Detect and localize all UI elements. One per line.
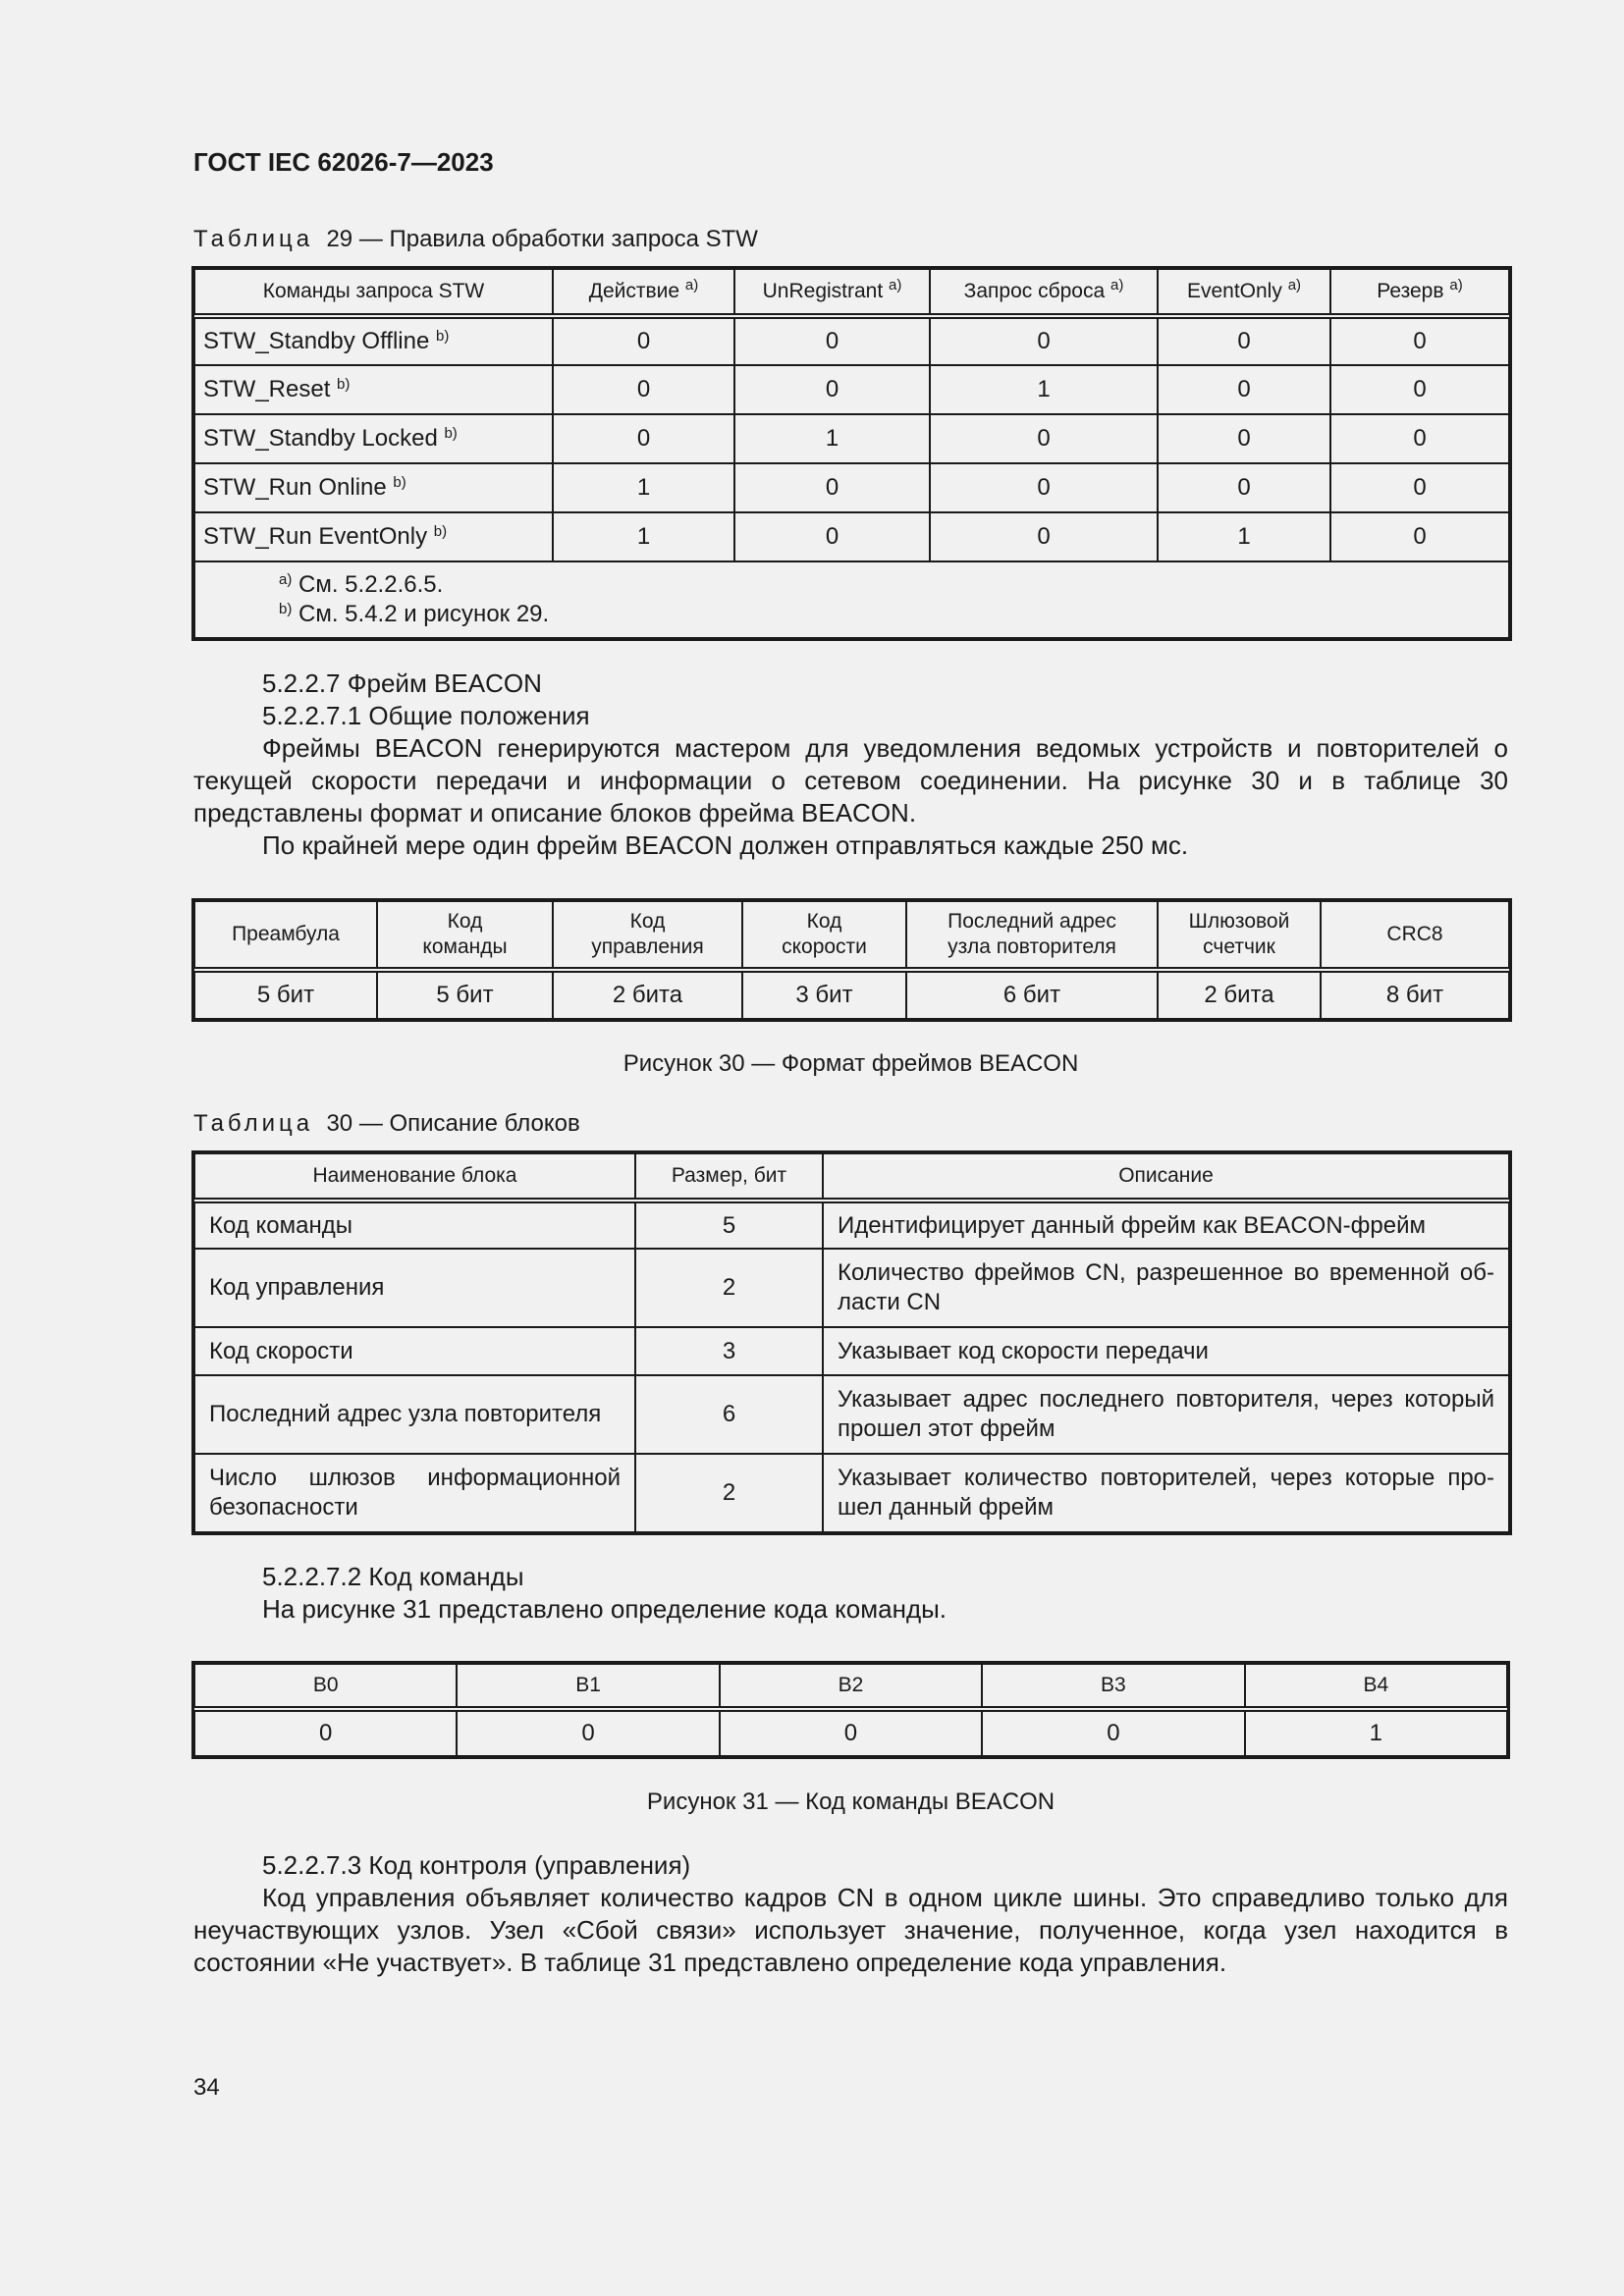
bit-value: 0 — [720, 1709, 982, 1756]
table-cell: 1 — [553, 512, 734, 561]
command-name: STW_Run EventOnly $^{b)}$ — [194, 512, 553, 561]
field-header: Код скорости — [742, 901, 906, 970]
section-heading: 5.2.2.7.1 Общие положения — [262, 701, 590, 730]
table-cell: 0 — [734, 463, 930, 512]
table-cell: 0 — [734, 512, 930, 561]
table-cell: 0 — [1158, 365, 1330, 414]
table-caption-text: 29 — Правила обработки запроса STW — [326, 226, 758, 252]
bit-header: B2 — [720, 1664, 982, 1709]
paragraph: Код управления объявляет количество кадров CN в одном цикле шины. Это справедливо только для неучаствующих узлов. Узел «Сбой связи» использует значение, полученное, когда узел находится в состоянии «Не участвует». В таблице 31 представлено определение кода управления. — [193, 1883, 1508, 1977]
block-size: 6 — [635, 1375, 823, 1454]
table-label: Таблица — [193, 1110, 314, 1137]
table-row — [194, 1454, 1509, 1532]
section-heading: 5.2.2.7.2 Код команды — [262, 1562, 524, 1591]
block-description: Указывает количество повторителей, через которые про-шел данный фрейм — [823, 1454, 1509, 1532]
block-name: Код управления — [194, 1249, 635, 1327]
page-number: 34 — [193, 2074, 220, 2101]
column-header: Действие $^{a)}$ — [553, 269, 734, 316]
block-name: Последний адрес узла повторителя — [194, 1375, 635, 1454]
column-header: Резерв $^{a)}$ — [1330, 269, 1509, 316]
block-name: Код команды — [194, 1201, 635, 1249]
table-label: Таблица — [193, 226, 314, 252]
column-header: EventOnly $^{a)}$ — [1158, 269, 1330, 316]
table-row — [194, 463, 1509, 512]
block-size: 3 — [635, 1327, 823, 1375]
table-cell: 0 — [553, 316, 734, 365]
table29 — [193, 268, 1510, 639]
field-header: Шлюзовой счетчик — [1158, 901, 1321, 970]
column-header: Запрос сброса $^{a)}$ — [930, 269, 1158, 316]
field-size: 5 бит — [377, 970, 553, 1019]
bit-value: 0 — [982, 1709, 1244, 1756]
block-name: Код скорости — [194, 1327, 635, 1375]
table-cell: 1 — [734, 414, 930, 463]
bit-header: B4 — [1245, 1664, 1507, 1709]
table-footnotes — [194, 561, 1509, 638]
table-cell: 0 — [734, 365, 930, 414]
table-cell: 0 — [930, 463, 1158, 512]
table-cell: 0 — [734, 316, 930, 365]
table29-caption — [193, 226, 758, 253]
block-description: Количество фреймов CN, разрешенное во временной об-ласти CN — [823, 1249, 1509, 1327]
field-size: 2 бита — [1158, 970, 1321, 1019]
column-header: Команды запроса STW — [194, 269, 553, 316]
table-cell: 1 — [1158, 512, 1330, 561]
section-heading: 5.2.2.7.3 Код контроля (управления) — [262, 1850, 691, 1880]
field-size: 3 бит — [742, 970, 906, 1019]
table-cell: 0 — [1158, 463, 1330, 512]
table-cell: 0 — [930, 316, 1158, 365]
table30 — [193, 1152, 1510, 1533]
field-size: 8 бит — [1321, 970, 1509, 1019]
command-name: STW_Standby Offline $^{b)}$ — [194, 316, 553, 365]
command-name: STW_Reset $^{b)}$ — [194, 365, 553, 414]
field-header: Код команды — [377, 901, 553, 970]
table-row — [194, 1375, 1509, 1454]
table-cell: 1 — [553, 463, 734, 512]
column-header: Описание — [823, 1153, 1509, 1201]
table-cell: 0 — [930, 414, 1158, 463]
document-header: ГОСТ IEC 62026-7—2023 — [193, 147, 494, 177]
figure30-caption: Рисунок 30 — Формат фреймов BEACON — [623, 1050, 1079, 1077]
table-cell: 0 — [553, 365, 734, 414]
bit-header: B1 — [457, 1664, 719, 1709]
block-description: Указывает код скорости передачи — [823, 1327, 1509, 1375]
field-size: 5 бит — [194, 970, 377, 1019]
bit-value: 1 — [1245, 1709, 1507, 1756]
column-header: UnRegistrant $^{a)}$ — [734, 269, 930, 316]
block-description: Указывает адрес последнего повторителя, через который прошел этот фрейм — [823, 1375, 1509, 1454]
field-header: Последний адрес узла повторителя — [906, 901, 1158, 970]
column-header: Наименование блока — [194, 1153, 635, 1201]
table-cell: 0 — [1158, 414, 1330, 463]
bit-header: B0 — [194, 1664, 457, 1709]
field-header: CRC8 — [1321, 901, 1509, 970]
footnote: $^{a)}$ См. 5.2.2.6.5. — [279, 571, 444, 598]
table-cell: 0 — [553, 414, 734, 463]
field-size: 2 бита — [553, 970, 742, 1019]
table-row — [194, 1327, 1509, 1375]
block-description: Идентифицирует данный фрейм как BEACON-фрейм — [823, 1201, 1509, 1249]
block-size: 2 — [635, 1249, 823, 1327]
bit-value: 0 — [194, 1709, 457, 1756]
table-cell: 0 — [1330, 414, 1509, 463]
table-cell: 0 — [1330, 365, 1509, 414]
bit-header: B3 — [982, 1664, 1244, 1709]
table-row — [194, 1201, 1509, 1249]
table-cell: 0 — [1330, 316, 1509, 365]
column-header: Размер, бит — [635, 1153, 823, 1201]
table-row — [194, 316, 1509, 365]
table-cell: 0 — [930, 512, 1158, 561]
table30-caption — [193, 1110, 580, 1138]
field-header: Код управления — [553, 901, 742, 970]
table-cell: 0 — [1330, 512, 1509, 561]
command-name: STW_Run Online $^{b)}$ — [194, 463, 553, 512]
paragraph: По крайней мере один фрейм BEACON должен отправляться каждые 250 мс. — [262, 830, 1189, 860]
table-row — [194, 512, 1509, 561]
footnote: $^{b)}$ См. 5.4.2 и рисунок 29. — [279, 601, 550, 627]
field-header: Преамбула — [194, 901, 377, 970]
table-header-row — [194, 269, 1509, 316]
block-name: Число шлюзов информационной безопасности — [194, 1454, 635, 1532]
bit-value: 0 — [457, 1709, 719, 1756]
table-row — [194, 365, 1509, 414]
table-cell: 0 — [1330, 463, 1509, 512]
table-row — [194, 414, 1509, 463]
table-caption-text: 30 — Описание блоков — [326, 1110, 580, 1137]
figure31-caption: Рисунок 31 — Код команды BEACON — [646, 1789, 1056, 1815]
table-cell: 0 — [1158, 316, 1330, 365]
section-heading: 5.2.2.7 Фрейм BEACON — [262, 668, 542, 698]
block-size: 5 — [635, 1201, 823, 1249]
figure31-table — [193, 1663, 1508, 1757]
block-size: 2 — [635, 1454, 823, 1532]
paragraph: Фреймы BEACON генерируются мастером для уведомления ведомых устройств и повторителей о текущей скорости передачи и информации о сетевом соединении. На рисунке 30 и в таблице 30 представлены формат и описание блоков фрейма BEACON. — [193, 733, 1508, 828]
table-cell: 1 — [930, 365, 1158, 414]
figure30-table — [193, 900, 1510, 1020]
paragraph: На рисунке 31 представлено определение кода команды. — [262, 1594, 947, 1624]
command-name: STW_Standby Locked $^{b)}$ — [194, 414, 553, 463]
table-row — [194, 1249, 1509, 1327]
field-size: 6 бит — [906, 970, 1158, 1019]
